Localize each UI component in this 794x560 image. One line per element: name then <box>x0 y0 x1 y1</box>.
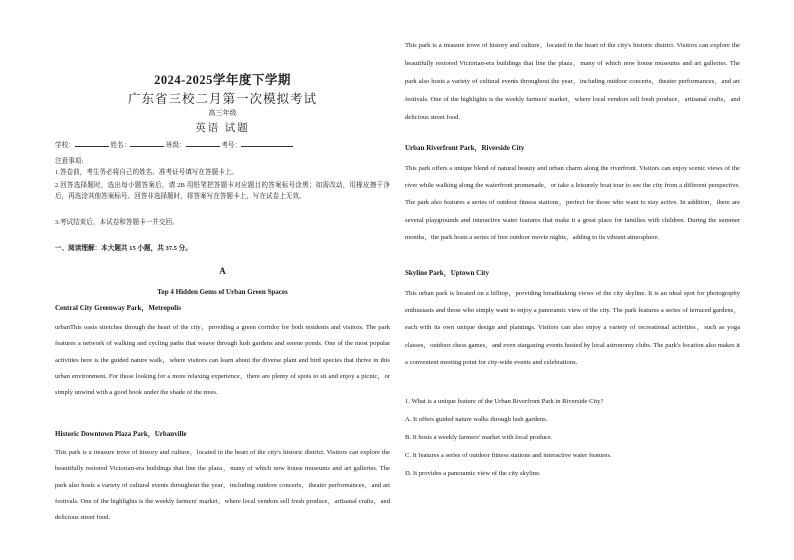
notice-item-3: 3.考试结束后，本试卷和答题卡一并交回。 <box>55 219 179 226</box>
name-label: 姓名： <box>110 142 131 149</box>
info-line <box>55 140 390 151</box>
park-3-name: Urban Riverfront Park，Riverside City <box>405 144 525 152</box>
number-blank[interactable] <box>241 140 293 147</box>
park-4-text: This urban park is located on a hilltop，providing breathtaking views of the city skyline. It is an ideal spot for photography enthusiasts and those who simply want to enjoy a panoramic view of the city. The park features a series of terraced gardens，each with its own unique design and plantings. Visitors can also enjoy a variety of recreational activities，such as yoga classes，outdoor chess games，and even stargazing events hosted by local astronomy clubs. The park's location also makes it a convenient meeting point for city-wide events and celebrations. <box>405 290 740 366</box>
number-label: 考号： <box>221 142 242 149</box>
class-blank[interactable] <box>186 140 220 147</box>
notice-item-2: 2.回答选择题时，选出每小题答案后，请 2B 用铅笔把答题卡对应题目的答案标号涂黑；如需改动，用橡皮擦干净后，再选涂其他答案标号。回答非选择题时，将答案写在答题卡上，写在试卷上无效。 <box>55 182 390 200</box>
subject-label: 英语 试题 <box>195 123 250 134</box>
school-blank[interactable] <box>75 140 109 147</box>
name-blank[interactable] <box>130 140 164 147</box>
notice-item-1: 1.答卷前，考生务必将自己的姓名、准考证号填写在答题卡上。 <box>55 169 238 176</box>
option-b[interactable]: B. It hosts a weekly farmers' market with local produce. <box>405 434 553 441</box>
passage-title: Top 4 Hidden Gems of Urban Green Spaces <box>157 288 288 296</box>
grade-label: 高三年级 <box>208 109 237 117</box>
park-2-text-clip <box>55 445 390 522</box>
question-stem: 1. What is a unique feature of the Urban Riverfront Park in Riverside City? <box>405 398 604 405</box>
option-c[interactable]: C. It features a series of outdoor fitness stations and interactive water features. <box>405 452 612 459</box>
exam-title: 2024-2025学年度下学期 <box>154 73 291 87</box>
park-2-name: Historic Downtown Plaza Park，Urbanville <box>55 430 187 438</box>
option-a[interactable]: A. It offers guided nature walks through lush gardens. <box>405 416 548 423</box>
class-label: 班级： <box>165 142 186 149</box>
exam-subtitle: 广东省三校二月第一次模拟考试 <box>127 92 317 106</box>
park-3-text: This park offers a unique blend of natural beauty and urban charm along the riverfront. Visitors can enjoy scenic views of the river while walking along the waterfront promenade，or take a leisurely boat tour to see the city from a different perspective. The park also features a series of outdoor fitness stations，perfect for those who want to stay active. In addition，there are several playgrounds and interactive water features that make it a great place for families with children. During the summer months，the park hosts a series of free outdoor movie nights，adding to its vibrant atmosphere. <box>405 165 740 241</box>
option-d[interactable]: D. It provides a panoramic view of the city skyline. <box>405 470 541 477</box>
park-2-text-continued: This park is a treasure trove of history and culture，located in the heart of the city's historic district. Visitors can explore the beautifully restored Victorian-era buildings that line the plaza，many of which now house museums and art galleries. The park also hosts a variety of cultural events throughout the year，including outdoor concerts，theater performances，and art festivals. One of the highlights is the weekly farmers' market，where local vendors sell fresh produce，artisanal crafts，and delicious street food. <box>405 42 740 121</box>
section-heading: 一、阅读理解：本大题共 15 小题，共 37.5 分。 <box>55 245 192 252</box>
park-1-name: Central City Greenway Park，Metropolis <box>55 304 181 312</box>
park-1-text: urbanThis oasis stretches through the heart of the city，providing a green corridor for both residents and visitors. The park features a network of walking and cycling paths that weave through lush gardens and serene ponds. One of the most popular activities here is the guided nature walk，where visitors can learn about the diverse plant and bird species that thrive in this urban environment. For those looking for a more relaxing experience，there are plenty of spots to sit and enjoy a picnic，or simply unwind with a good book under the shade of the trees. <box>55 324 390 397</box>
school-label: 学校： <box>55 142 75 149</box>
notice-heading: 注意事项: <box>55 158 84 165</box>
passage-label: A <box>219 266 226 276</box>
park-2-continued-clip <box>405 42 740 140</box>
park-2-text-start: This park is a treasure trove of history and culture，located in the heart of the city's historic district. Visitors can explore the beautifully restored Victorian-era buildings that line the plaza，many of which now house museums and art galleries. The park also hosts a variety of cultural events throughout the year，including outdoor concerts，theater performances，and art festivals. One of the highlights is the weekly farmers' market，where local vendors sell fresh produce，artisanal crafts，and delicious street food. <box>55 449 390 522</box>
park-4-name: Skyline Park，Uptown City <box>405 269 490 277</box>
